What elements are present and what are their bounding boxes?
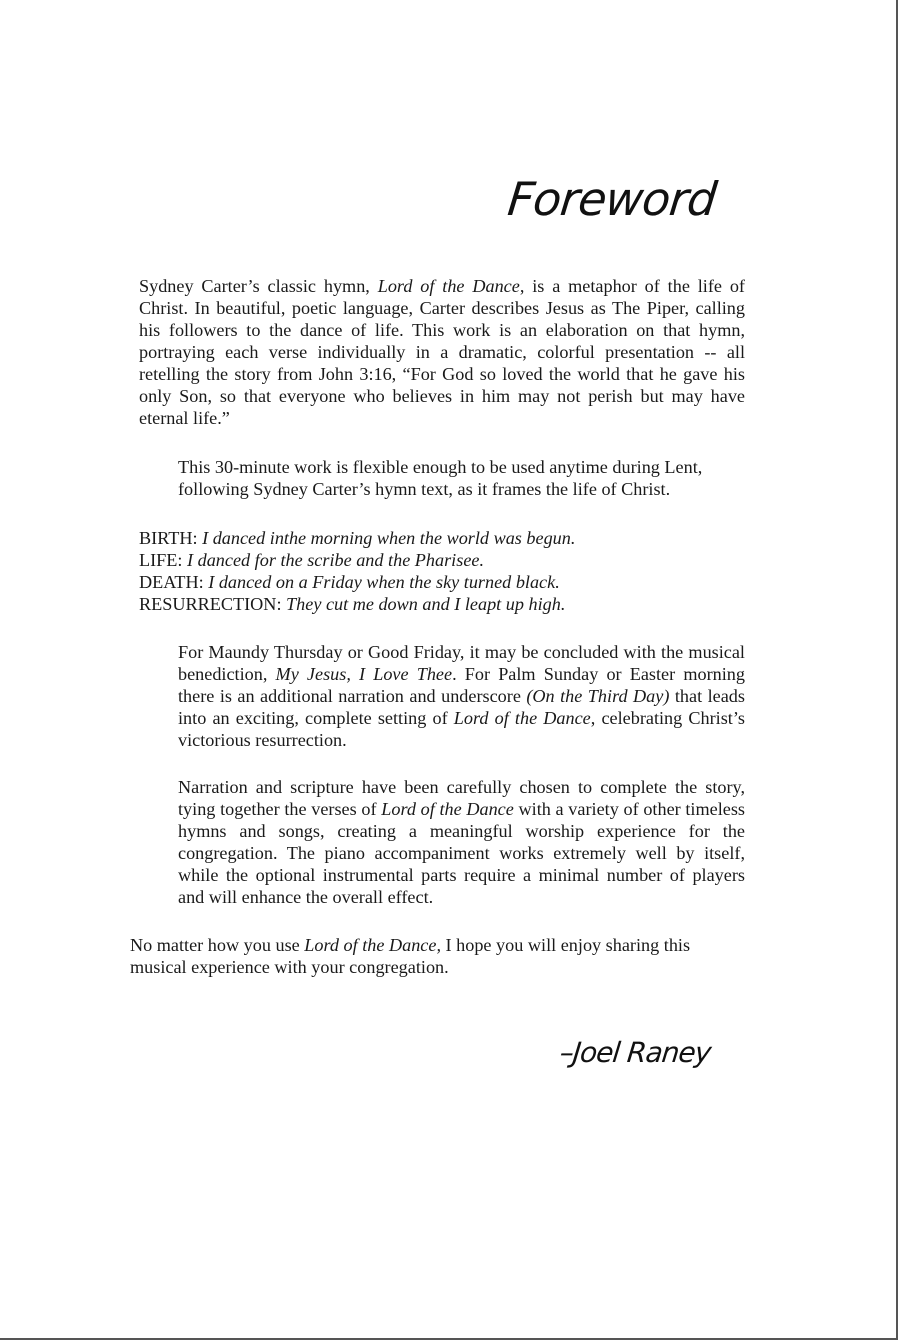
usage-text-3: that leads into an exciting, complete setting of <box>178 686 745 728</box>
narration-paragraph <box>178 776 745 908</box>
section-death: DEATH: I danced on a Friday when the sky turned black. <box>139 572 560 592</box>
usage-text-1: For Maundy Thursday or Good Friday, it may be concluded with the musical benediction, <box>178 642 745 684</box>
section-label: LIFE <box>139 550 178 570</box>
section-list <box>139 527 745 615</box>
benediction-title: My Jesus, I Love Thee <box>275 664 453 684</box>
section-lyric: I danced for the scribe and the Pharisee. <box>187 550 485 570</box>
section-resurrection: RESURRECTION: They cut me down and I leapt up high. <box>139 594 566 614</box>
closing-text-1: No matter how you use <box>130 935 305 955</box>
section-life: LIFE: I danced for the scribe and the Pharisee. <box>139 550 485 570</box>
section-lyric: I danced on a Friday when the sky turned black. <box>208 572 560 592</box>
hymn-title: Lord of the Dance <box>453 708 591 728</box>
section-label: DEATH <box>139 572 199 592</box>
hymn-title: Lord of the Dance <box>377 276 520 296</box>
section-lyric: I danced inthe morning when the world was begun. <box>202 528 576 548</box>
page-title: Foreword <box>505 172 719 226</box>
section-birth: BIRTH: I danced inthe morning when the world was begun. <box>139 528 576 548</box>
usage-text-4: , celebrating Christ’s victorious resurrection. <box>178 708 745 750</box>
hymn-title: Lord of the Dance, <box>304 935 441 955</box>
duration-paragraph: This 30-minute work is flexible enough to be used anytime during Lent, following Sydney Carter’s hymn text, as it frames the life of Christ. <box>178 457 703 499</box>
section-label: RESURRECTION <box>139 594 277 614</box>
closing-paragraph <box>130 934 745 978</box>
hymn-title: Lord of the Dance <box>381 799 514 819</box>
section-lyric: They cut me down and I leapt up high. <box>286 594 566 614</box>
narration-text-2: with a variety of other timeless hymns and songs, creating a meaningful worship experience for the congregation. The piano accompaniment works extremely well by itself, while the optional instrumental parts require a minimal number of players and will enhance the overall effect. <box>178 799 745 907</box>
intro-text-2: , is a metaphor of the life of Christ. In beautiful, poetic language, Carter describes Jesus as The Piper, calling his followers to the dance of life. This work is an elaboration on that hymn, portraying each verse individually in a dramatic, colorful presentation -- all retelling the story from John 3:16, “For God so loved the world that he gave his only Son, so that everyone who believes in him may not perish but may have eternal life.” <box>139 276 745 428</box>
narration-text-1: Narration and scripture have been carefully chosen to complete the story, tying together the verses of <box>178 777 745 819</box>
underscore-title: (On the Third Day) <box>526 686 670 706</box>
section-label: BIRTH <box>139 528 193 548</box>
closing-text-2: I hope you will enjoy sharing this musical experience with your congregation. <box>130 935 691 977</box>
intro-text-1: Sydney Carter’s classic hymn, <box>139 276 378 296</box>
intro-paragraph <box>139 275 745 429</box>
usage-paragraph <box>178 641 745 751</box>
author-signature: –Joel Raney <box>558 1036 713 1069</box>
usage-text-2: . For Palm Sunday or Easter morning there is an additional narration and underscore <box>178 664 745 706</box>
